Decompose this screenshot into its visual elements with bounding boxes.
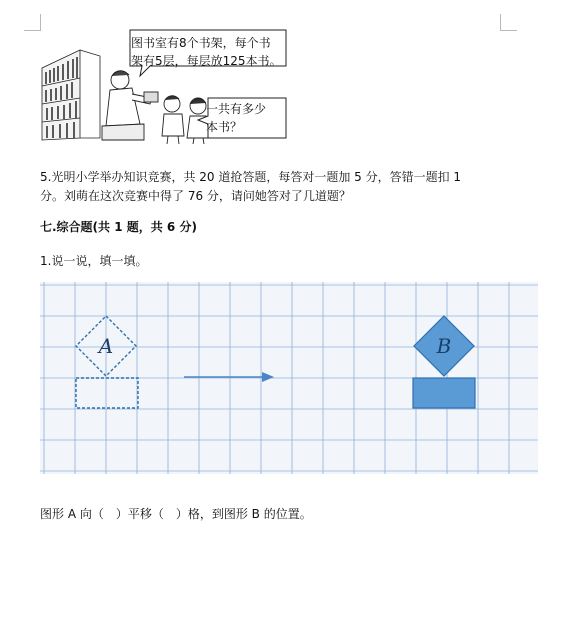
shape-b-label: B bbox=[436, 334, 452, 358]
shape-a-label: A bbox=[98, 334, 114, 358]
question-5-line-2: 分。刘萌在这次竞赛中得了 76 分，请问她答对了几道题？ bbox=[40, 189, 351, 203]
librarian-figure bbox=[102, 71, 158, 140]
question-5-text bbox=[40, 168, 461, 206]
question-5-line-1: 5.光明小学举办知识竞赛，共 20 道抢答题，每答对一题加 5 分，答错一题扣 1 bbox=[40, 170, 462, 184]
translation-grid-figure bbox=[40, 282, 538, 474]
section-7-heading: 七.综合题(共 1 题，共 6 分) bbox=[40, 220, 197, 234]
speech-bubble-2-text: 一共有多少 本书？ bbox=[206, 102, 267, 134]
answer-fill-in-line: 图形 A 向（ ）平移（ ）格，到图形 B 的位置。 bbox=[40, 507, 312, 521]
speech-bubble-1-text: 图书室有8个书架，每个书 架有5层，每层放125本书。 bbox=[131, 36, 282, 68]
page-corner-mark-top-right bbox=[500, 14, 517, 31]
page-corner-mark-top-left bbox=[24, 14, 41, 31]
question-1-prompt: 1.说一说，填一填。 bbox=[40, 254, 148, 268]
shape-b-rectangle bbox=[413, 378, 475, 408]
bookshelf-drawing bbox=[42, 50, 100, 140]
